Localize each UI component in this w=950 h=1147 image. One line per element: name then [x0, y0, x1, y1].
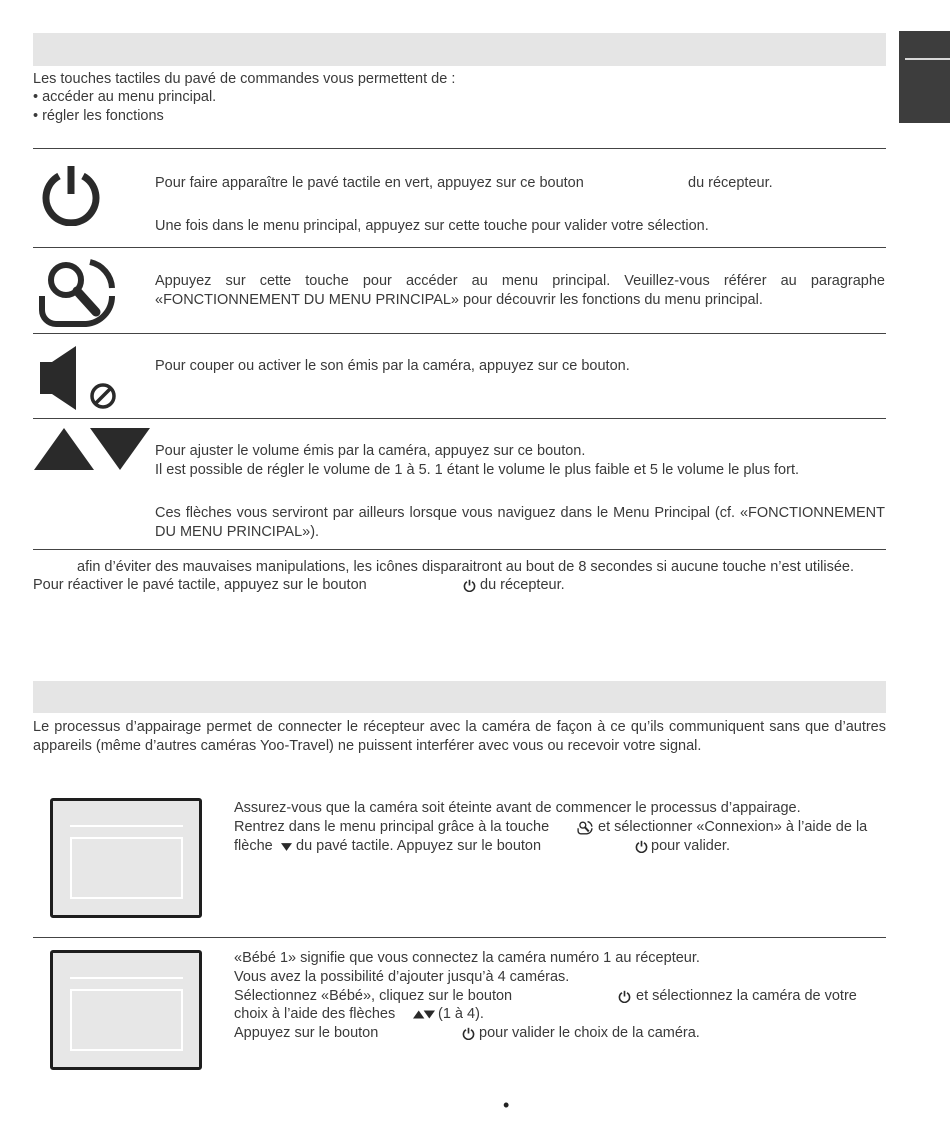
power-key-text-b: du récepteur.: [688, 175, 773, 191]
note-line-2-a: Pour réactiver le pavé tactile, appuyez sur le bouton: [33, 577, 367, 593]
step2-line-4-b: (1 à 4).: [438, 1006, 484, 1022]
note-line-2-b: du récepteur.: [480, 577, 565, 593]
step1-line-3-a: flèche: [234, 838, 273, 854]
divider: [33, 148, 886, 149]
power-icon: [635, 840, 648, 853]
volume-key-text-3: Ces flèches vous serviront par ailleurs lorsque vous naviguez dans le Menu Principal (cf. «FONCTIONNEMENT DU MENU PRINCIPAL»).: [155, 505, 885, 540]
step1-line-2-a: Rentrez dans le menu principal grâce à la touche: [234, 819, 550, 835]
mute-icon: [38, 346, 120, 412]
page-footer-bullet: •: [503, 1095, 510, 1115]
divider: [33, 549, 886, 550]
step2-line-1: «Bébé 1» signifie que vous connectez la caméra numéro 1 au récepteur.: [234, 950, 700, 966]
power-key-text-a: Pour faire apparaître le pavé tactile en vert, appuyez sur ce bouton: [155, 175, 584, 191]
divider: [33, 418, 886, 419]
divider: [33, 333, 886, 334]
step2-line-3-b: et sélectionnez la caméra de votre: [636, 988, 857, 1004]
step2-line-5-b: pour valider le choix de la caméra.: [479, 1025, 700, 1041]
power-icon: [463, 579, 476, 592]
power-icon: [462, 1027, 475, 1040]
menu-key-text: Appuyez sur cette touche pour accéder au menu principal. Veuillez-vous référer au paragraphe «FONCTIONNEMENT DU MENU PRINCIPAL» pour découvrir les fonctions du menu principal.: [155, 273, 885, 308]
section-header-touch-keys: [33, 33, 886, 66]
step1-line-2-b: et sélectionner «Connexion» à l’aide de la: [598, 819, 868, 835]
intro-bullet-1: • accéder au menu principal.: [33, 89, 217, 105]
power-key-text-2: Une fois dans le menu principal, appuyez sur cette touche pour valider votre sélection.: [155, 218, 709, 234]
pairing-screen-1: [50, 798, 202, 918]
divider: [33, 937, 886, 938]
divider: [33, 247, 886, 248]
step1-line-3-c: pour valider.: [651, 838, 730, 854]
step2-line-3-a: Sélectionnez «Bébé», cliquez sur le bouton: [234, 988, 513, 1004]
intro-line: Les touches tactiles du pavé de commandes vous permettent de :: [33, 71, 456, 87]
volume-arrows-icon: [413, 1010, 435, 1019]
chapter-tab: [899, 31, 950, 123]
menu-search-icon: [577, 820, 593, 835]
step1-line-1: Assurez-vous que la caméra soit éteinte avant de commencer le processus d’appairage.: [234, 800, 801, 816]
section-header-pairing: [33, 681, 886, 713]
pairing-screen-2: [50, 950, 202, 1070]
volume-key-text-2: Il est possible de régler le volume de 1 à 5. 1 étant le volume le plus faible et 5 le volume le plus fort.: [155, 462, 799, 478]
power-icon: [618, 990, 631, 1003]
intro-bullet-2: • régler les fonctions: [33, 108, 164, 124]
pairing-intro: Le processus d’appairage permet de connecter le récepteur avec la caméra de façon à ce qu’ils communiquent sans que d’autres appareils (même d’autres caméras Yoo-Travel) ne puissent interférer avec vous ou recevoir votre signal.: [33, 719, 886, 754]
mute-key-text: Pour couper ou activer le son émis par la caméra, appuyez sur ce bouton.: [155, 358, 630, 374]
step2-line-2: Vous avez la possibilité d’ajouter jusqu’à 4 caméras.: [234, 969, 570, 985]
step1-line-3-b: du pavé tactile. Appuyez sur le bouton: [296, 838, 542, 854]
note-line-1: afin d’éviter des mauvaises manipulations, les icônes disparaitront au bout de 8 secondes si aucune touche n’est utilisée.: [77, 559, 855, 575]
step2-line-5-a: Appuyez sur le bouton: [234, 1025, 379, 1041]
down-arrow-icon: [281, 843, 292, 851]
step2-line-4-a: choix à l’aide des flèches: [234, 1006, 396, 1022]
volume-arrows-icon: [34, 427, 150, 471]
power-icon: [39, 162, 103, 226]
menu-search-icon: [38, 254, 116, 330]
volume-key-text-1: Pour ajuster le volume émis par la caméra, appuyez sur ce bouton.: [155, 443, 586, 459]
